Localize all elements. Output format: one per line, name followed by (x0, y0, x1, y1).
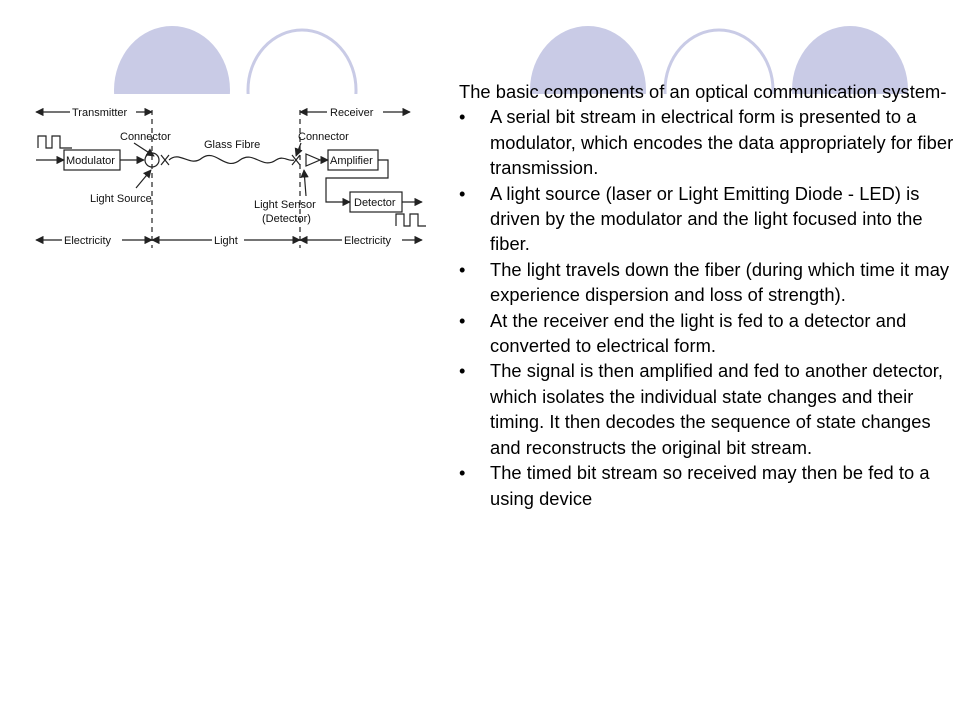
bullet-marker: • (459, 309, 466, 331)
label-light: Light (214, 235, 238, 247)
list-item (459, 181, 954, 257)
list-item-text: At the receiver end the light is fed to a detector and converted to electrical form. (490, 309, 907, 357)
label-detector: Detector (354, 197, 396, 209)
label-electricity-left: Electricity (64, 235, 112, 247)
list-item (459, 358, 954, 460)
bullet-marker: • (459, 360, 466, 382)
label-light-sensor: Light Sensor (254, 199, 316, 211)
label-electricity-right: Electricity (344, 235, 392, 247)
label-light-source: Light Source (90, 193, 152, 205)
deco-circle-outline (248, 30, 356, 100)
bullet-marker: • (459, 258, 466, 280)
bullet-marker: • (459, 182, 466, 204)
list-item-text: A light source (laser or Light Emitting Diode - LED) is driven by the modulator and the light focused into the fiber. (490, 182, 923, 255)
slide-body (459, 79, 954, 511)
list-item-text: A serial bit stream in electrical form is presented to a modulator, which encodes the data appropriately for fiber transmission. (490, 106, 954, 179)
list-item (459, 104, 954, 180)
bullet-marker: • (459, 462, 466, 484)
label-connector-left: Connector (120, 131, 171, 143)
deco-circle-filled (114, 26, 230, 100)
list-item (459, 257, 954, 308)
list-item (459, 308, 954, 359)
glass-fibre-cable (169, 155, 294, 163)
intro-heading: The basic components of an optical communication system- (459, 81, 947, 102)
list-item-text: The signal is then amplified and fed to another detector, which isolates the individual state changes and their timing. It then decodes the sequence of state changes and reconstructs the original bit stream. (490, 360, 944, 458)
label-glass-fibre: Glass Fibre (204, 139, 261, 151)
list-item (459, 460, 954, 511)
connector-left-symbol (161, 155, 169, 165)
label-amplifier: Amplifier (330, 155, 373, 167)
label-light-sensor-detector: (Detector) (262, 213, 311, 225)
label-connector-right: Connector (298, 131, 349, 143)
bullet-marker: • (459, 106, 466, 128)
input-signal-wave (38, 136, 72, 148)
optical-link-diagram (30, 98, 430, 260)
components-list (459, 104, 954, 511)
label-transmitter: Transmitter (72, 107, 128, 119)
light-sensor-triangle (306, 154, 320, 166)
list-item-text: The timed bit stream so received may then be fed to a using device (490, 462, 930, 509)
list-item-text: The light travels down the fiber (during which time it may experience dispersion and loss of strength). (490, 258, 950, 306)
output-signal-wave (396, 214, 426, 226)
label-receiver: Receiver (330, 107, 374, 119)
label-modulator: Modulator (66, 155, 115, 167)
